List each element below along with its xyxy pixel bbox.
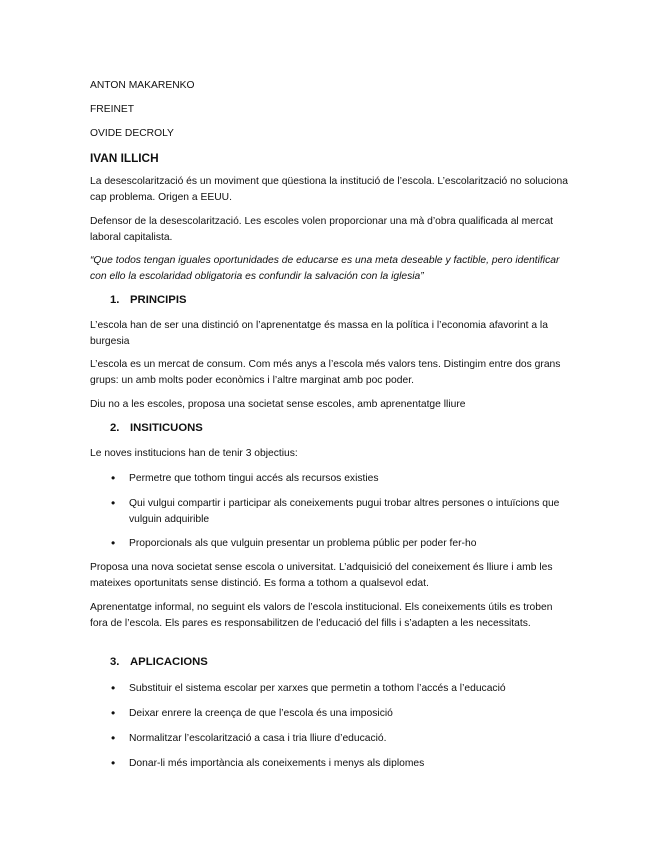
name-makarenko: ANTON MAKARENKO (90, 80, 195, 91)
list-item-text: Permetre que tothom tingui accés als recursos existies (129, 473, 379, 484)
bullet-icon: • (111, 756, 116, 770)
section-2-heading (110, 422, 203, 434)
list-item-text: Proporcionals als que vulguin presentar un problema públic per poder fer-ho (129, 538, 477, 549)
name-freinet: FREINET (90, 104, 135, 115)
section-1-title: PRINCIPIS (130, 294, 187, 306)
principis-paragraph-1: L’escola han de ser una distinció on l’aprenentatge és massa en la política i l’economia afavorint a la burgesia (90, 320, 548, 347)
section-2-title: INSITICUONS (130, 422, 203, 434)
institucions-paragraph-2: Aprenentatge informal, no seguint els valors de l’escola institucional. Els coneixements útils es troben fora de l’escola. Els pares es responsabilitzen de l’educació del fills i s’adapten a les necessitats. (90, 602, 553, 629)
list-item-text: Deixar enrere la creença de que l’escola és una imposició (129, 708, 393, 719)
section-3-heading (110, 656, 208, 668)
bullet-icon: • (111, 681, 116, 695)
list-item-text: Substituir el sistema escolar per xarxes que permetin a tothom l’accés a l’educació (129, 683, 506, 694)
section-3-title: APLICACIONS (130, 656, 208, 668)
bullet-icon: • (111, 731, 116, 745)
list-item-text: Donar-li més importància als coneixements i menys als diplomes (129, 758, 425, 769)
section-1-number: 1. (110, 294, 120, 306)
institucions-paragraph-1: Proposa una nova societat sense escola o universitat. L’adquisició del coneixement és lliure i amb les mateixes oportunitats sense distinció. Es forma a tothom a qualsevol edat. (90, 562, 553, 589)
bullet-icon: • (111, 496, 116, 510)
list-item (111, 731, 569, 747)
list-item (111, 471, 569, 487)
name-decroly: OVIDE DECROLY (90, 128, 174, 139)
list-item (111, 536, 569, 552)
bullet-icon: • (111, 706, 116, 720)
section-1-heading (110, 294, 187, 306)
section-2-number: 2. (110, 422, 120, 434)
quote-paragraph: “Que todos tengan iguales oportunidades de educarse es una meta deseable y factible, pero identificar con ello la escolaridad obligatoria es confundir la salvación con la iglesia” (90, 255, 560, 282)
list-item (111, 756, 569, 772)
list-item (111, 681, 569, 697)
list-item (111, 706, 569, 722)
intro-paragraph-1: La desescolarització és un moviment que qüestiona la institució de l’escola. L’escolarització no soluciona cap problema. Origen a EEUU. (90, 176, 568, 203)
section-3-number: 3. (110, 656, 120, 668)
list-item-text: Normalitzar l’escolarització a casa i tria lliure d’educació. (129, 733, 387, 744)
list-item (111, 496, 569, 528)
principis-paragraph-2: L’escola es un mercat de consum. Com més anys a l’escola més valors tens. Distingim entre dos grans grups: un amb molts poder econòmics i l’altre marginat amb poc poder. (90, 359, 561, 386)
bullet-icon: • (111, 536, 116, 550)
intro-paragraph-2: Defensor de la desescolarització. Les escoles volen proporcionar una mà d’obra qualificada al mercat laboral capitalista. (90, 216, 554, 243)
heading-ivan-illich: IVAN ILLICH (90, 151, 159, 165)
principis-paragraph-3: Diu no a les escoles, proposa una societat sense escoles, amb aprenentatge lliure (90, 399, 466, 410)
list-item-text: Qui vulgui compartir i participar als coneixements pugui trobar altres persones o intuïcions que vulguin adquirible (129, 498, 560, 525)
bullet-icon: • (111, 471, 116, 485)
institucions-lead: Le noves institucions han de tenir 3 objectius: (90, 448, 298, 459)
